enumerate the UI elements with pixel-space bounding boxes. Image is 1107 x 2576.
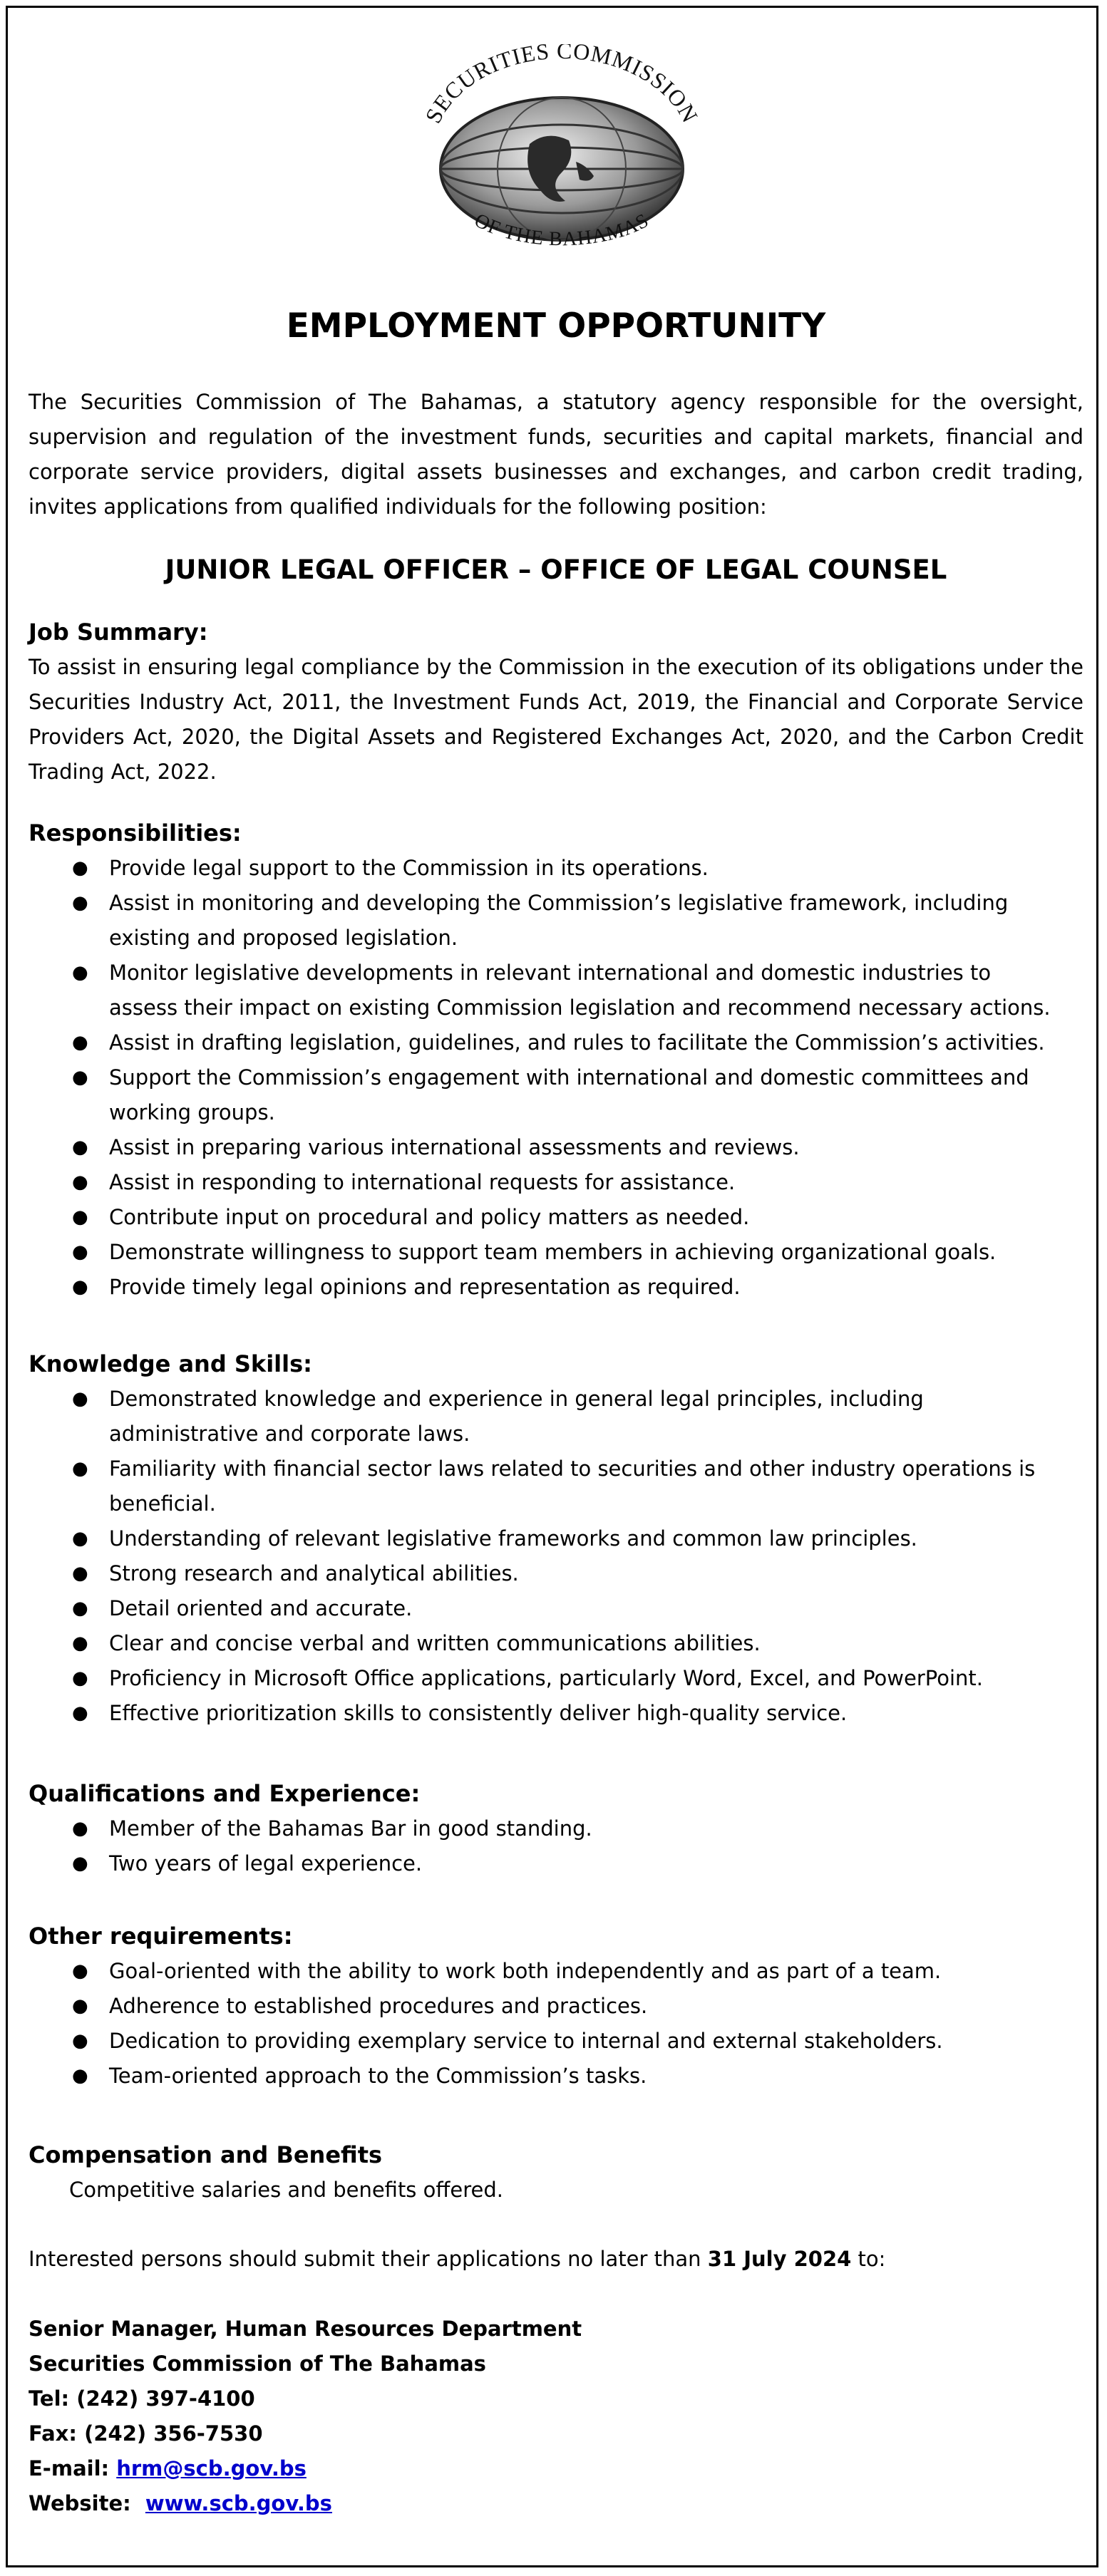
knowledge-heading: Knowledge and Skills: [29, 1350, 312, 1377]
list-item: ● Assist in monitoring and developing the Commission’s legislative framework, including existing and proposed legislation. [29, 886, 1064, 956]
bullet-icon: ● [72, 1995, 88, 2017]
list-item: ● Understanding of relevant legislative frameworks and common law principles. [29, 1521, 1064, 1556]
list-item: ● Effective prioritization skills to consistently deliver high-quality service. [29, 1696, 1064, 1731]
list-item: ● Monitor legislative developments in relevant international and domestic industries to assess their impact on existing Commission legislation and recommend necessary actions. [29, 956, 1064, 1025]
page-title: EMPLOYMENT OPPORTUNITY [286, 306, 826, 346]
job-summary-text: To assist in ensuring legal compliance by the Commission in the execution of its obligations under the Securities Industry Act, 2011, the Investment Funds Act, 2019, the Financial and Corporate Service Providers Act, 2020, the Digital Assets and Registered Exchanges Act, 2020, and the Carbon Credit Trading Act, 2022. [29, 655, 1083, 784]
qualifications-section [29, 1776, 1083, 1881]
job-summary-section [29, 614, 1083, 790]
list-item: ● Assist in drafting legislation, guidelines, and rules to facilitate the Commission’s activities. [29, 1025, 1064, 1060]
other-requirements-list [29, 1954, 1083, 2094]
bullet-icon: ● [72, 1598, 88, 1619]
qualifications-heading: Qualifications and Experience: [29, 1780, 421, 1807]
bullet-icon: ● [72, 857, 88, 879]
bullet-icon: ● [72, 1276, 88, 1298]
bullet-icon: ● [72, 962, 88, 983]
compensation-heading: Compensation and Benefits [29, 2141, 383, 2168]
responsibilities-section [29, 815, 1083, 1305]
deadline-date: 31 July 2024 [707, 2247, 852, 2271]
bullet-icon: ● [72, 2030, 88, 2052]
list-item: ● Assist in preparing various international assessments and reviews. [29, 1130, 1064, 1165]
list-item: ● Strong research and analytical abilities. [29, 1556, 1064, 1591]
other-requirements-heading: Other requirements: [29, 1923, 293, 1950]
contact-block [29, 2312, 1083, 2521]
bullet-icon: ● [72, 1067, 88, 1088]
contact-fax: Fax: (242) 356-7530 [29, 2421, 263, 2446]
bullet-icon: ● [72, 892, 88, 914]
deadline-suffix: to: [851, 2247, 886, 2271]
list-item: ● Member of the Bahamas Bar in good standing. [29, 1811, 1064, 1846]
bullet-icon: ● [72, 1960, 88, 1982]
list-item: ● Goal-oriented with the ability to work both independently and as part of a team. [29, 1954, 1064, 1989]
bullet-icon: ● [72, 1241, 88, 1263]
email-link[interactable]: hrm@scb.gov.bs [116, 2456, 307, 2481]
bullet-icon: ● [72, 1702, 88, 1724]
list-item: ● Dedication to providing exemplary service to internal and external stakeholders. [29, 2024, 1064, 2059]
website-link[interactable]: www.scb.gov.bs [145, 2491, 332, 2515]
job-summary-heading: Job Summary: [29, 619, 208, 646]
intro-paragraph: The Securities Commission of The Bahamas, a statutory agency responsible for the oversight, supervision and regulation of the investment funds, securities and capital markets, financial and corporate service providers, digital assets businesses and exchanges, and carbon credit trading, invites applications from qualified individuals for the following position: [29, 390, 1083, 519]
deadline-line [29, 2242, 1083, 2277]
list-item: ● Assist in responding to international requests for assistance. [29, 1165, 1064, 1200]
bullet-icon: ● [72, 1528, 88, 1549]
list-item: ● Familiarity with financial sector laws related to securities and other industry operations is beneficial. [29, 1452, 1064, 1521]
bullet-icon: ● [72, 1853, 88, 1874]
contact-recipient: Senior Manager, Human Resources Department [29, 2317, 582, 2341]
list-item: ● Adherence to established procedures and practices. [29, 1989, 1064, 2024]
list-item: ● Provide timely legal opinions and representation as required. [29, 1270, 1064, 1305]
bullet-icon: ● [72, 1818, 88, 1839]
bullet-icon: ● [72, 1137, 88, 1158]
position-title: JUNIOR LEGAL OFFICER – OFFICE OF LEGAL COUNSEL [165, 554, 947, 585]
securities-commission-logo [405, 44, 719, 272]
logo-arc-top-text: SECURITIES COMMISSION [420, 44, 704, 128]
bullet-icon: ● [72, 1171, 88, 1193]
compensation-section [29, 2137, 1083, 2208]
list-item: ● Team-oriented approach to the Commission’s tasks. [29, 2059, 1064, 2094]
list-item: ● Contribute input on procedural and policy matters as needed. [29, 1200, 1064, 1235]
bullet-icon: ● [72, 1032, 88, 1053]
contact-telephone: Tel: (242) 397-4100 [29, 2386, 255, 2411]
list-item: ● Demonstrated knowledge and experience in general legal principles, including administrative and corporate laws. [29, 1382, 1064, 1452]
compensation-text: Competitive salaries and benefits offered. [69, 2178, 503, 2202]
bullet-icon: ● [72, 1633, 88, 1654]
bullet-icon: ● [72, 1458, 88, 1479]
globe-seal-icon [405, 44, 719, 272]
website-label: Website: [29, 2491, 145, 2515]
list-item: ● Detail oriented and accurate. [29, 1591, 1064, 1626]
qualifications-list [29, 1811, 1083, 1881]
bullet-icon: ● [72, 1206, 88, 1228]
contact-website-row [29, 2486, 1083, 2521]
list-item: ● Clear and concise verbal and written communications abilities. [29, 1626, 1064, 1661]
bullet-icon: ● [72, 2065, 88, 2086]
contact-organization: Securities Commission of The Bahamas [29, 2352, 486, 2376]
list-item: ● Demonstrate willingness to support team members in achieving organizational goals. [29, 1235, 1064, 1270]
list-item: ● Provide legal support to the Commission in its operations. [29, 851, 1064, 886]
deadline-prefix: Interested persons should submit their applications no later than [29, 2247, 708, 2271]
responsibilities-heading: Responsibilities: [29, 819, 242, 847]
knowledge-list [29, 1382, 1083, 1731]
knowledge-section [29, 1346, 1083, 1731]
list-item: ● Support the Commission’s engagement with international and domestic committees and working groups. [29, 1060, 1064, 1130]
bullet-icon: ● [72, 1388, 88, 1409]
logo-arc-bottom-text: OF THE BAHAMAS [470, 209, 653, 251]
list-item: ● Proficiency in Microsoft Office applications, particularly Word, Excel, and PowerPoint. [29, 1661, 1064, 1696]
contact-email-row [29, 2451, 1083, 2486]
responsibilities-list [29, 851, 1083, 1305]
other-requirements-section [29, 1918, 1083, 2094]
list-item: ● Two years of legal experience. [29, 1846, 1064, 1881]
bullet-icon: ● [72, 1563, 88, 1584]
email-label: E-mail: [29, 2456, 117, 2481]
bullet-icon: ● [72, 1667, 88, 1689]
